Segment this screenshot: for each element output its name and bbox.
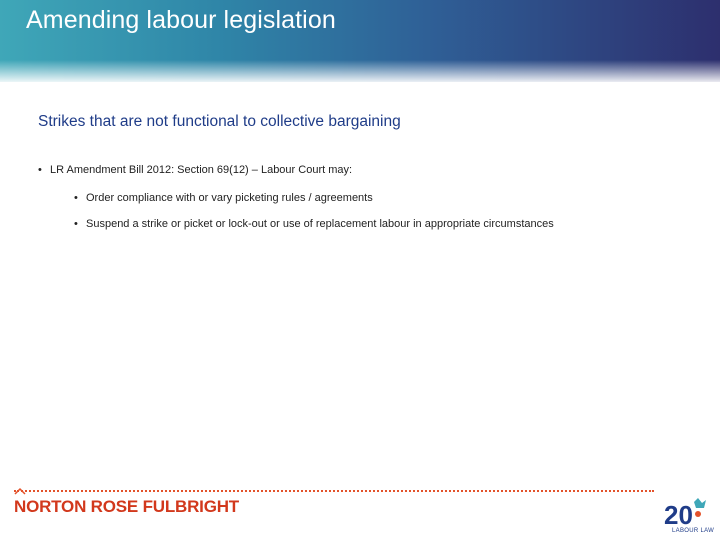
bullet-text: Suspend a strike or picket or lock-out or use of replacement labour in appropriate circumstances bbox=[86, 218, 554, 230]
chevron-up-icon bbox=[14, 487, 26, 495]
bullet-level1 bbox=[38, 164, 352, 176]
slide-title: Amending labour legislation bbox=[26, 6, 336, 34]
bullet-level2 bbox=[74, 192, 373, 204]
slide-subtitle: Strikes that are not functional to collective bargaining bbox=[38, 113, 401, 130]
bullet-marker: • bbox=[74, 218, 78, 230]
badge-number: 20 bbox=[664, 500, 693, 530]
bullet-level2 bbox=[74, 218, 554, 230]
brand-logo: NORTON ROSE FULBRIGHT bbox=[14, 497, 239, 516]
badge-caption: LABOUR LAW bbox=[672, 528, 715, 534]
bullet-text: LR Amendment Bill 2012: Section 69(12) – Labour Court may: bbox=[50, 164, 353, 176]
footer-divider bbox=[14, 490, 654, 492]
bullet-marker: • bbox=[38, 164, 42, 176]
bullet-marker: • bbox=[74, 192, 78, 204]
bullet-text: Order compliance with or vary picketing rules / agreements bbox=[86, 192, 373, 204]
